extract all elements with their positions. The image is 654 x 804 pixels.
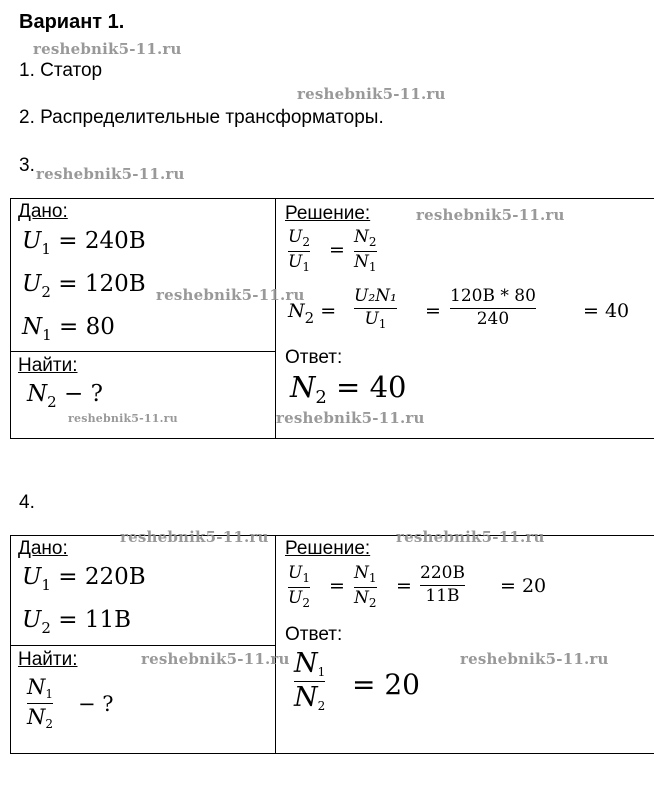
given-label: Дано: xyxy=(18,538,68,559)
watermark: reshebnik5-11.ru xyxy=(156,286,305,304)
table-divider xyxy=(10,645,276,646)
item-4-label: 4. xyxy=(19,492,35,513)
answer-value: = 20 xyxy=(352,668,420,701)
find-n2: $N_2$ − ? xyxy=(27,381,103,411)
find-suffix: − ? xyxy=(78,692,114,716)
equals-sign: = xyxy=(329,239,345,261)
find-label: Найти: xyxy=(18,355,78,376)
given-u1: $U_1 = 240B$ xyxy=(22,228,146,258)
equals-sign: = xyxy=(329,575,345,597)
answer-n2: $N_2 = 40$ xyxy=(290,370,407,408)
n2-lhs: $N_2$ = xyxy=(288,300,337,327)
fraction-numeric: 120B * 80 240 xyxy=(450,286,536,329)
answer-ratio-n1-n2: $N_1$ $N_2$ xyxy=(294,648,326,713)
table-divider xyxy=(10,351,276,352)
answer-item-2: 2. Распределительные трансформаторы. xyxy=(19,107,384,128)
watermark: reshebnik5-11.ru xyxy=(276,409,425,427)
fraction-numeric: 220B 11B xyxy=(420,563,465,606)
result: = 20 xyxy=(500,575,547,597)
answer-label: Ответ: xyxy=(285,347,343,368)
given-n1: $N_1 = 80$ xyxy=(22,314,115,344)
item-3-label: 3. xyxy=(19,155,35,176)
equals-sign: = xyxy=(425,300,441,322)
given-u1: $U_1 = 220B$ xyxy=(22,564,146,594)
watermark: reshebnik5-11.ru xyxy=(120,528,269,546)
watermark: reshebnik5-11.ru xyxy=(416,206,565,224)
watermark: reshebnik5-11.ru xyxy=(396,528,545,546)
watermark: reshebnik5-11.ru xyxy=(460,650,609,668)
table-divider xyxy=(275,198,276,439)
fraction-u2-u1: $U_2$ $U_1$ xyxy=(288,227,310,274)
given-u2: $U_2 = 11B$ xyxy=(22,607,132,637)
watermark: reshebnik5-11.ru xyxy=(33,40,182,58)
watermark: reshebnik5-11.ru xyxy=(36,165,185,183)
given-u2: $U_2 = 120B$ xyxy=(22,271,146,301)
solution-label: Решение: xyxy=(285,538,371,559)
find-ratio-n1-n2: $N_1$ $N_2$ xyxy=(27,675,54,731)
page-title: Вариант 1. xyxy=(19,11,125,33)
given-label: Дано: xyxy=(18,201,68,222)
answer-item-1: 1. Статор xyxy=(19,60,103,81)
fraction-u2n1-u1: U₂N₁ $U_1$ xyxy=(354,286,397,331)
fraction-n1-n2: $N_1$ $N_2$ xyxy=(354,563,377,610)
watermark: reshebnik5-11.ru xyxy=(68,412,178,425)
find-label: Найти: xyxy=(18,649,78,670)
fraction-u1-u2: $U_1$ $U_2$ xyxy=(288,563,310,610)
watermark: reshebnik5-11.ru xyxy=(297,85,446,103)
solution-label: Решение: xyxy=(285,203,371,224)
watermark: reshebnik5-11.ru xyxy=(141,650,290,668)
fraction-n2-n1: $N_2$ $N_1$ xyxy=(354,227,377,274)
answer-label: Ответ: xyxy=(285,624,343,645)
result: = 40 xyxy=(583,300,630,322)
equals-sign: = xyxy=(396,575,412,597)
